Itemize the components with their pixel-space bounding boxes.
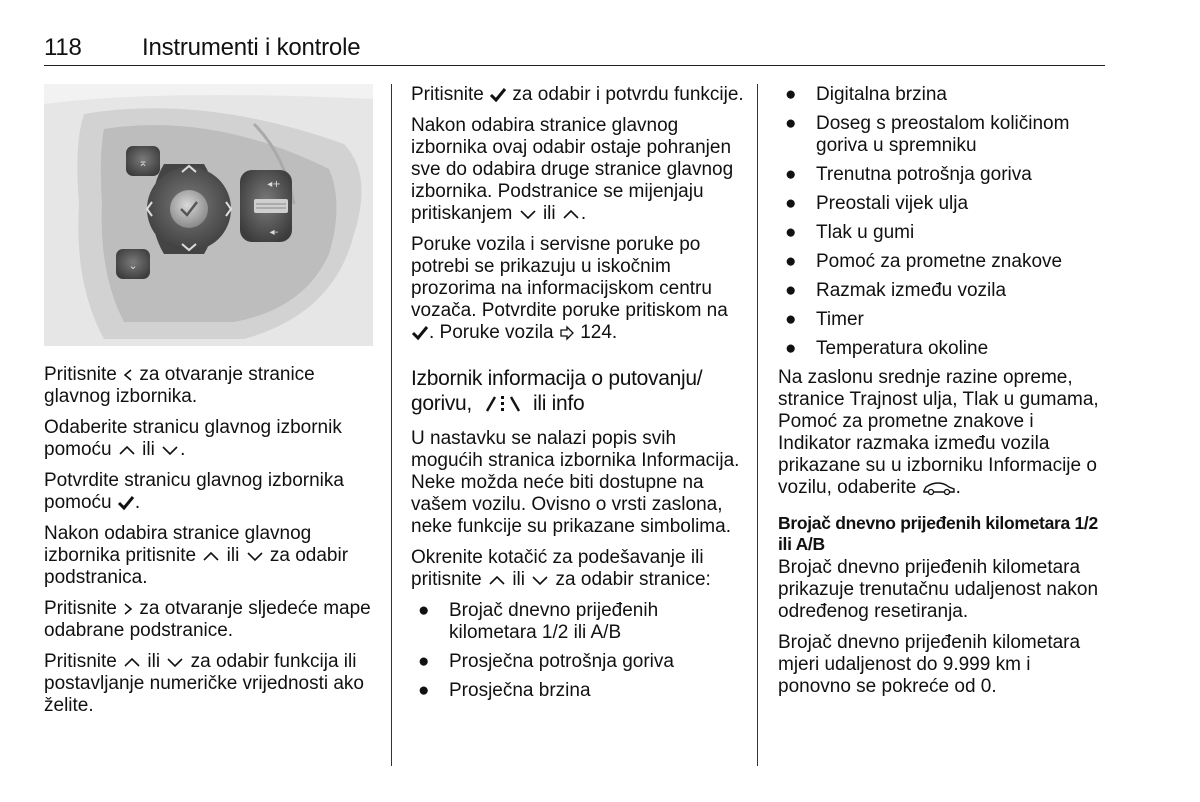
- checkmark-icon: [411, 322, 429, 344]
- chevron-down-icon: [518, 203, 538, 225]
- chevron-up-icon: [201, 545, 221, 567]
- checkmark-icon: [489, 84, 507, 106]
- chevron-up-icon: [122, 651, 142, 673]
- chevron-right-icon: [122, 598, 134, 620]
- chevron-up-icon: [487, 569, 507, 591]
- svg-text:⌄: ⌄: [128, 259, 138, 272]
- chevron-up-icon: [117, 439, 137, 461]
- page-title: Instrumenti i kontrole: [142, 34, 361, 61]
- list-item: ● Prosječna potrošnja goriva: [418, 651, 674, 672]
- list-item: ● Tlak u gumi: [785, 222, 915, 243]
- list-item: ● Temperatura okoline: [785, 338, 989, 359]
- list-item: ● Preostali vijek ulja: [785, 193, 969, 214]
- chevron-down-icon: [165, 651, 185, 673]
- paragraph: Brojač dnevno prijeđenih kilometara prikazuje trenutačnu udaljenost nakon određenog resetiranja.: [778, 557, 1099, 622]
- column-right: [778, 84, 1108, 707]
- page-reference-arrow-icon: [559, 322, 575, 344]
- paragraph: Okrenite kotačić za podešavanje ili pritisnite ili za odabir stranice:: [411, 547, 711, 590]
- list-item: ● Doseg s preostalom količinom goriva u spremniku: [785, 113, 1070, 156]
- section-heading: Izbornik informacija o putovanju/ gorivu, ili info: [411, 367, 703, 415]
- page-header: [44, 34, 360, 62]
- column-divider-2: [757, 84, 758, 766]
- info-page-list: [411, 600, 747, 702]
- chevron-down-icon: [530, 569, 550, 591]
- chevron-up-icon: [561, 203, 581, 225]
- car-icon: [922, 477, 956, 499]
- paragraph: Pritisnite za otvaranje sljedeće mape odabrane podstranice.: [44, 598, 371, 641]
- paragraph: Poruke vozila i servisne poruke po potrebi se prikazuju u iskočnim prozorima na informacijskom centru vozača. Potvrdite poruke pritiskom na . Poruke vozila 124.: [411, 234, 728, 343]
- paragraph: Potvrdite stranicu glavnog izbornika pomoću .: [44, 470, 344, 513]
- chevron-left-icon: [122, 364, 134, 386]
- list-item: ● Razmak između vozila: [785, 280, 1007, 301]
- steering-wheel-illustration: [44, 84, 373, 346]
- svg-text:⌅: ⌅: [138, 156, 148, 169]
- paragraph: Na zaslonu srednje razine opreme, stranice Trajnost ulja, Tlak u gumama, Pomoć za prometne znakove i Indikator razmaka između vozila prikazane su u izborniku Informacije o vozilu, odaberite .: [778, 367, 1099, 498]
- list-item: ● Prosječna brzina: [418, 680, 591, 701]
- paragraph: U nastavku se nalazi popis svih mogućih stranica izbornika Informacija. Neke možda neće biti dostupne na vašem vozilu. Ovisno o vrsti zaslona, neke funkcije su prikazane simbolima.: [411, 428, 740, 537]
- chevron-down-icon: [160, 439, 180, 461]
- paragraph: Pritisnite ili za odabir funkcija ili postavljanje numeričke vrijednosti ako želite.: [44, 651, 364, 716]
- column-divider-1: [391, 84, 392, 766]
- list-item: ● Digitalna brzina: [785, 84, 947, 105]
- chevron-down-icon: [245, 545, 265, 567]
- sub-heading: Brojač dnevno prijeđenih kilometara 1/2 ili A/B: [778, 513, 1098, 554]
- page-number: 118: [44, 34, 82, 61]
- paragraph: Pritisnite za odabir i potvrdu funkcije.: [411, 84, 744, 105]
- column-middle: [411, 84, 747, 709]
- paragraph: Odaberite stranicu glavnog izbornik pomoću ili .: [44, 417, 342, 460]
- paragraph: Brojač dnevno prijeđenih kilometara mjeri udaljenost do 9.999 km i ponovno se pokreće od 0.: [778, 632, 1081, 697]
- paragraph: Nakon odabira stranice glavnog izbornika pritisnite ili za odabir podstranica.: [44, 523, 349, 588]
- paragraph: Pritisnite za otvaranje stranice glavnog izbornika.: [44, 364, 315, 407]
- trip-info-symbols-icon: [477, 391, 527, 416]
- paragraph: Nakon odabira stranice glavnog izbornika ovaj odabir ostaje pohranjen sve do odabira druge stranice glavnog izbornika. Podstranice se mijenjaju pritiskanjem ili .: [411, 115, 734, 224]
- list-item: ● Timer: [785, 309, 864, 330]
- column-left: [44, 364, 380, 726]
- svg-text:◂+: ◂+: [267, 179, 281, 190]
- steering-wheel-controls-figure: [44, 84, 373, 346]
- checkmark-icon: [117, 492, 135, 514]
- list-item: ● Trenutna potrošnja goriva: [785, 164, 1032, 185]
- list-item: ● Brojač dnevno prijeđenih kilometara 1/2 ili A/B: [418, 600, 659, 643]
- info-page-list-continued: [778, 84, 1108, 360]
- header-rule: [44, 65, 1105, 66]
- svg-text:◂-: ◂-: [269, 227, 279, 238]
- list-item: ● Pomoć za prometne znakove: [785, 251, 1063, 272]
